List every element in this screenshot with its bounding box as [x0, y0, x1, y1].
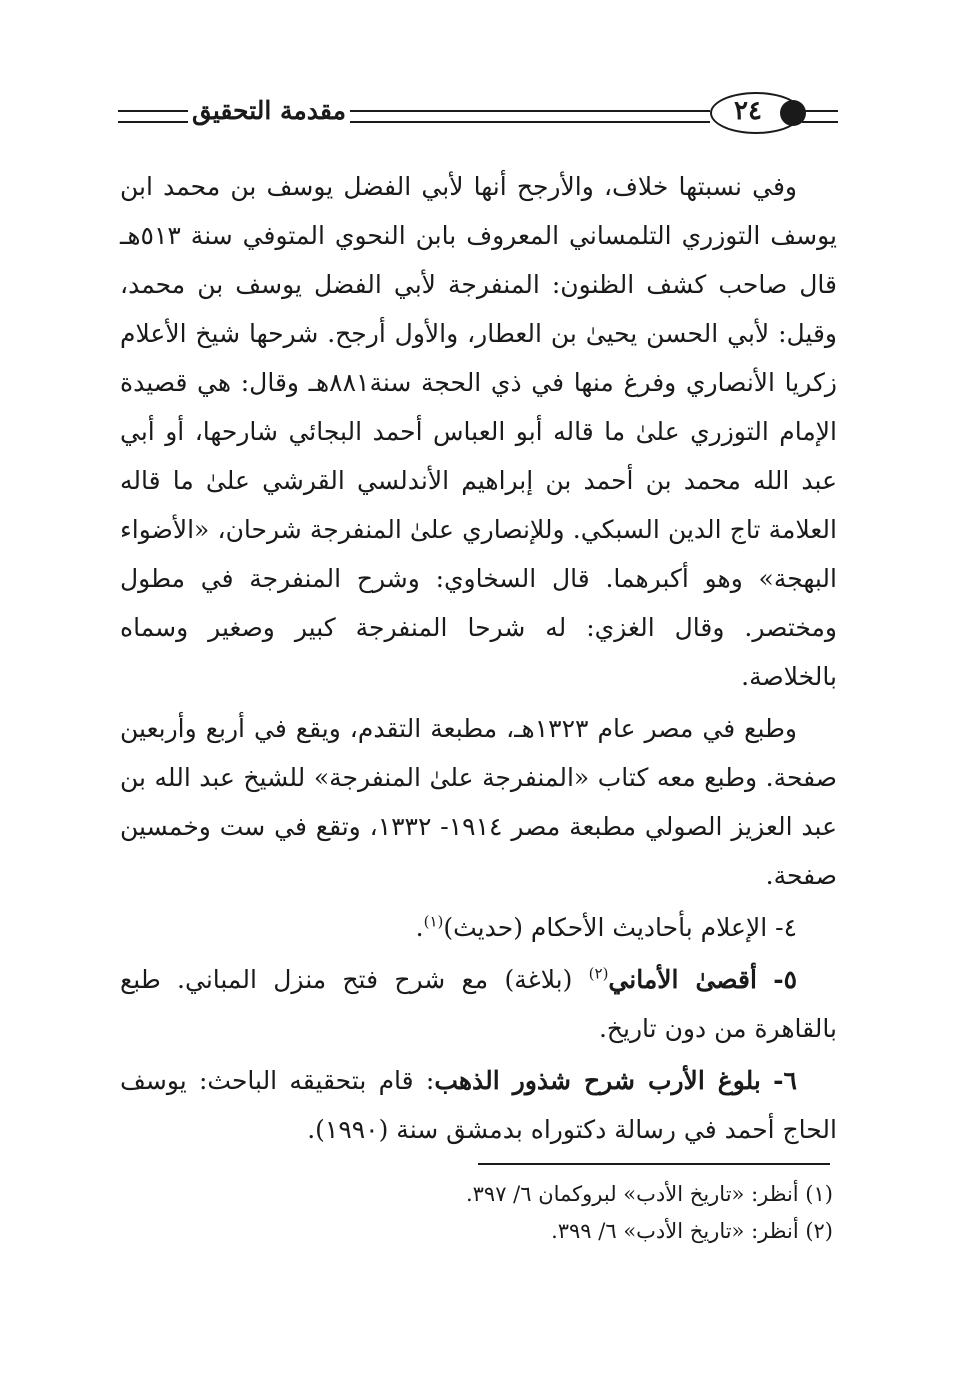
footnote-ref: (٢) [588, 964, 609, 983]
footnotes [400, 1176, 833, 1250]
item-number: ٤- [775, 913, 797, 942]
item-title: أقصىٰ الأماني [608, 965, 757, 994]
footnote-2: (٢) أنظر: «تاريخ الأدب» ٦/ ٣٩٩. [551, 1219, 833, 1243]
list-item-4 [120, 903, 837, 952]
running-header [118, 92, 838, 140]
paragraph: وفي نسبتها خلاف، والأرجح أنها لأبي الفضل يوسف بن محمد ابن يوسف التوزري التلمساني المعروف بابن النحوي المتوفي سنة ٥١٣هـ قال صاحب كشف الظنون: المنفرجة لأبي الفضل يوسف بن محمد، وقيل: لأبي الحسن يحيىٰ بن العطار، والأول أرجح. شرحها شيخ الأعلام زكريا الأنصاري وفرغ منها في ذي الحجة سنة٨٨١هـ وقال: هي قصيدة الإمام التوزري علىٰ ما قاله أبو العباس أحمد البجائي شارحها، أو أبي عبد الله محمد بن أحمد بن إبراهيم الأندلسي القرشي علىٰ ما قاله العلامة تاج الدين السبكي. وللإنصاري علىٰ المنفرجة شرحان، «الأضواء البهجة» وهو أكبرهما. قال السخاوي: وشرح المنفرجة في مطول ومختصر. وقال الغزي: له شرحا المنفرجة كبير وصغير وسماه بالخلاصة. [120, 172, 837, 691]
header-rule-left [118, 110, 188, 123]
item-number: ٦- [773, 1066, 797, 1095]
list-item-5 [120, 955, 837, 1053]
item-text: (بلاغة) مع شرح فتح منزل المباني. طبع بالقاهرة من دون تاريخ. [120, 965, 837, 1043]
page-number: ٢٤ [734, 96, 762, 126]
running-title: مقدمة التحقيق [192, 96, 346, 125]
page-number-badge [710, 92, 802, 134]
list-item-6 [120, 1056, 837, 1154]
main-text [120, 162, 837, 1154]
item-text: الإعلام بأحاديث الأحكام (حديث) [443, 913, 768, 942]
footnote-separator [478, 1163, 830, 1165]
item-title: بلوغ الأرب شرح شذور الذهب [434, 1066, 761, 1095]
header-rule-right [802, 110, 838, 123]
footnote-ref: (١) [423, 912, 444, 931]
paragraph: وطبع في مصر عام ١٣٢٣هـ، مطبعة التقدم، ويقع في أربع وأربعين صفحة. وطبع معه كتاب «المنفرجة علىٰ المنفرجة» للشيخ عبد الله بن عبد العزيز الصولي مطبعة مصر ١٩١٤- ١٣٣٢، وتقع في ست وخمسين صفحة. [120, 714, 837, 890]
footnote-1: (١) أنظر: «تاريخ الأدب» لبروكمان ٦/ ٣٩٧. [465, 1182, 833, 1206]
item-text: : قام بتحقيقه الباحث: يوسف الحاج أحمد في رسالة دكتوراه بدمشق سنة (١٩٩٠). [120, 1066, 837, 1144]
item-number: ٥- [773, 965, 798, 994]
header-rule-middle [350, 110, 710, 123]
item-end: . [415, 913, 424, 942]
